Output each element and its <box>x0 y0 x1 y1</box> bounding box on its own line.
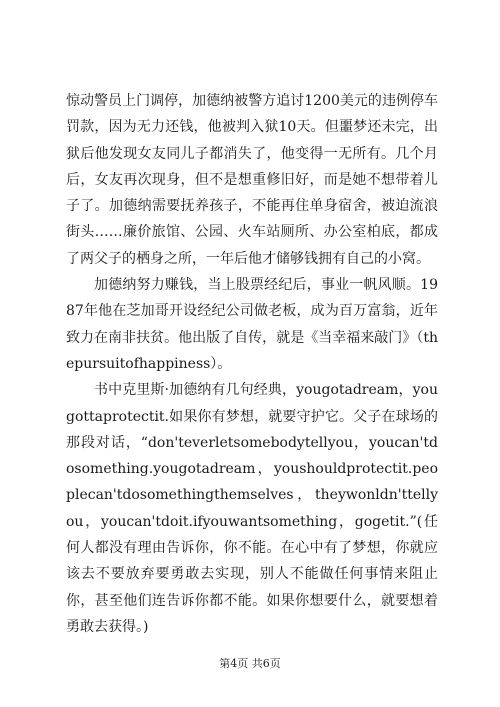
page-footer: 第4页 共6页 <box>219 657 281 670</box>
paragraph-2: 加德纳努力赚钱，当上股票经纪后，事业一帆风顺。1987年他在芝加哥开设经纪公司做老板，成为百万富翁，近年致力在南非扶贫。他出版了自传，就是《当幸福来敲门》（thepursuitofhappiness）。 <box>66 277 438 372</box>
body-text <box>66 88 438 640</box>
paragraph-3: 书中克里斯·加德纳有几句经典，yougotadream，yougottaprotectit.如果你有梦想，就要守护它。父子在球场的那段对话，“don'teverletsomebodytellyou，youcan'tdosomething.yougotadream，youshouldprotectit.peoplecan'tdosomethingthemselves，theywonldn'ttellyou，youcan'tdoit.ifyouwantsomething，gogetit.”(任何人都没有理由告诉你，你不能。在心中有了梦想，你就应该去不要放弃要勇敢去实现，别人不能做任何事情来阻止你，甚至他们连告诉你都不能。如果你想要什么，就要想着勇敢去获得。) <box>66 382 438 635</box>
paragraph-1: 惊动警员上门调停，加德纳被警方追讨1200美元的违例停车罚款，因为无力还钱，他被判入狱10天。但噩梦还未完，出狱后他发现女友同儿子都消失了，他变得一无所有。几个月后，女友再次现身，但不是想重修旧好，而是她不想带着儿子了。加德纳需要抚养孩子，不能再住单身宿舍，被迫流浪街头……廉价旅馆、公园、火车站厕所、办公室柏底，都成了两父子的栖身之所，一年后他才储够钱拥有自己的小窝。 <box>66 93 438 267</box>
